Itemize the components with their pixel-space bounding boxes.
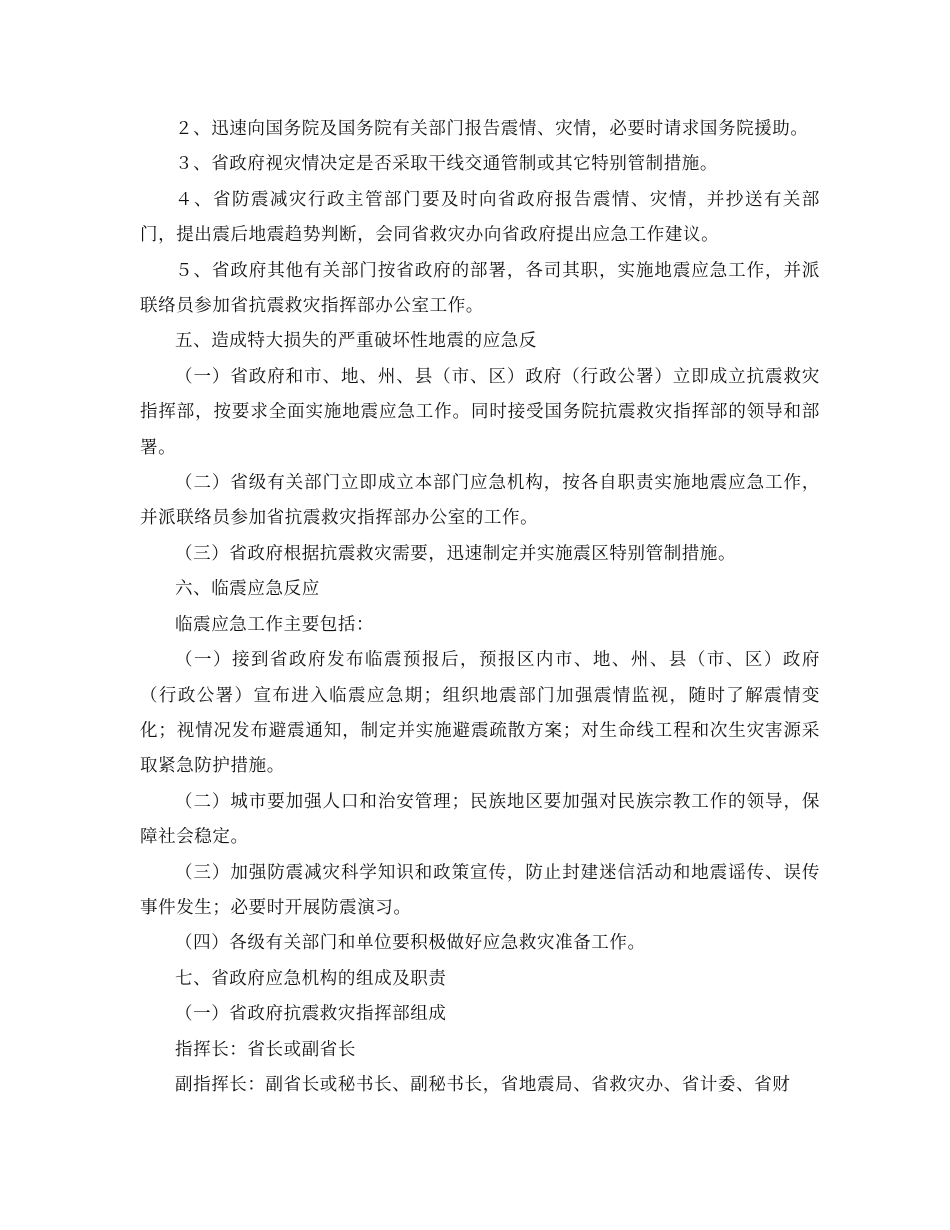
section-heading-5: 五、造成特大损失的严重破坏性地震的应急反 [175,331,537,352]
paragraph-6-intro: 临震应急工作主要包括： [175,614,375,635]
section-heading-6: 六、临震应急反应 [175,579,320,600]
paragraph-5-2: （二）省级有关部门立即成立本部门应急机构，按各自职责实施地震应急工作，并派联络员参加省抗震救灾指挥部办公室的工作。 [140,473,820,529]
paragraph-5-3: （三）省政府根据抗震救灾需要，迅速制定并实施震区特别管制措施。 [175,543,737,564]
section-heading-7: 七、省政府应急机构的组成及职责 [175,968,447,989]
paragraph-item-3: ３、省政府视灾情决定是否采取干线交通管制或其它特别管制措施。 [175,154,718,175]
paragraph-item-2: ２、迅速向国务院及国务院有关部门报告震情、灾情，必要时请求国务院援助。 [175,119,809,139]
paragraph-6-4: （四）各级有关部门和单位要积极做好应急救灾准备工作。 [175,933,646,954]
paragraph-item-4: ４、省防震减灾行政主管部门要及时向省政府报告震情、灾情，并抄送有关部门，提出震后地震趋势判断，会同省救灾办向省政府提出应急工作建议。 [140,189,820,246]
paragraph-6-1: （一）接到省政府发布临震预报后，预报区内市、地、州、县（市、区）政府（行政公署）宣布进入临震应急期；组织地震部门加强震情监视，随时了解震情变化；视情况发布避震通知，制定并实施避震疏散方案；对生命线工程和次生灾害源采取紧急防护措施。 [140,650,820,777]
paragraph-7-1: （一）省政府抗震救灾指挥部组成 [175,1004,447,1025]
document-page [140,112,820,1103]
paragraph-item-5: ５、省政府其他有关部门按省政府的部署，各司其职，实施地震应急工作，并派联络员参加省抗震救灾指挥部办公室工作。 [140,260,820,317]
paragraph-5-1: （一）省政府和市、地、州、县（市、区）政府（行政公署）立即成立抗震救灾指挥部，按要求全面实施地震应急工作。同时接受国务院抗震救灾指挥部的领导和部署。 [140,366,820,458]
paragraph-deputy-commander: 副指挥长：副省长或秘书长、副秘书长，省地震局、省救灾办、省计委、省财 [175,1074,791,1095]
paragraph-commander: 指挥长：省长或副省长 [175,1039,356,1060]
paragraph-6-3: （三）加强防震减灾科学知识和政策宣传，防止封建迷信活动和地震谣传、误传事件发生；必要时开展防震演习。 [140,862,820,918]
paragraph-6-2: （二）城市要加强人口和治安管理；民族地区要加强对民族宗教工作的领导，保障社会稳定。 [140,791,820,848]
